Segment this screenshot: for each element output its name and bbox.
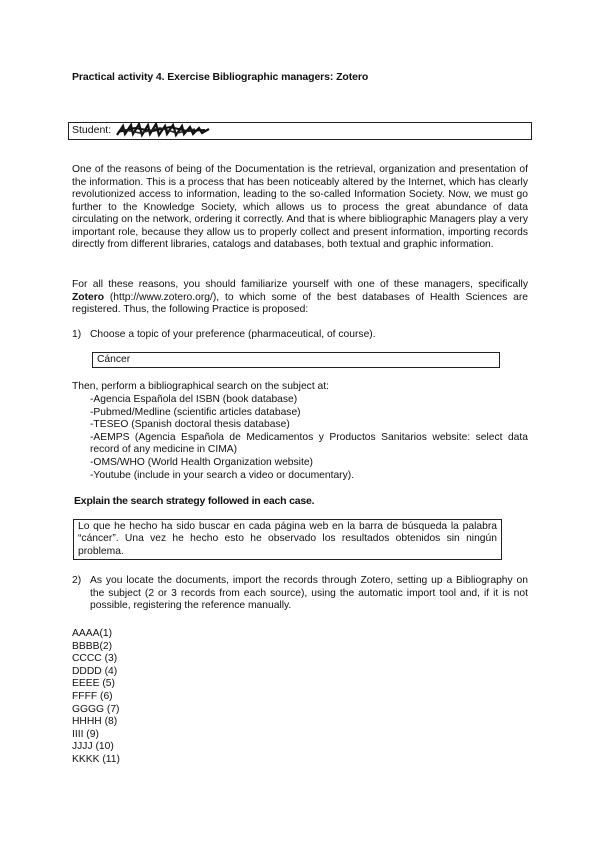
step-1-text: Choose a topic of your preference (pharmaceutical, of course). <box>90 329 376 340</box>
source-item: -Youtube (include in your search a video or documentary). <box>90 469 355 481</box>
reference-item: JJJJ (10) <box>72 741 114 753</box>
source-item: -OMS/WHO (World Health Organization website) <box>90 456 313 468</box>
source-item: -Agencia Española del ISBN (book database) <box>90 394 298 405</box>
source-item: -TESEO (Spanish doctoral thesis database) <box>90 419 290 431</box>
zotero-paragraph-before: For all these reasons, you should familiarize yourself with one of these managers, specifically <box>72 279 528 290</box>
step-2-number: 2) <box>72 575 82 586</box>
reference-item: KKKK (11) <box>72 753 120 765</box>
step-2-text: As you locate the documents, import the records through Zotero, setting up a Bibliography on the subject (2 or 3 records from each source), using the automatic import tool and, if it is not possible, registering the reference manually. <box>90 575 528 611</box>
reference-item: FFFF (6) <box>72 690 113 702</box>
reference-item: DDDD (4) <box>72 665 118 677</box>
reference-item: IIII (9) <box>72 728 99 740</box>
reference-item: HHHH (8) <box>72 716 118 728</box>
reference-item: BBBB(2) <box>72 640 113 652</box>
zotero-paragraph <box>72 279 528 317</box>
reference-item: GGGG (7) <box>72 703 120 715</box>
explain-heading: Explain the search strategy followed in each case. <box>74 495 315 507</box>
sources-list <box>90 394 528 482</box>
student-label: Student: <box>72 124 112 136</box>
reference-item: CCCC (3) <box>72 653 118 665</box>
search-intro: Then, perform a bibliographical search on the subject at: <box>72 381 329 392</box>
references-list <box>72 628 120 767</box>
explain-answer-box: Lo que he hecho ha sido buscar en cada página web en la barra de búsqueda la palabra “cáncer”. Una vez he hecho esto he observado los resultados obtenidos sin ningún problema. <box>73 519 502 560</box>
reference-item: AAAA(1) <box>72 628 113 639</box>
source-item: -Pubmed/Medline (scientific articles database) <box>90 406 301 418</box>
document-title: Practical activity 4. Exercise Bibliographic managers: Zotero <box>72 71 369 83</box>
intro-paragraph: One of the reasons of being of the Documentation is the retrieval, organization and presentation of the information. This is a process that has been noticeably altered by the Internet, which has clearly revolutionized access to information, leading to the so-called Information Society. Now, we must go further to the Knowledge Society, which allows us to process the great abundance of data circulating on the network, ordering it correctly. And that is where bibliographic Managers play a very important role, because they allow us to properly collect and present information, importing records directly from different libraries, catalogs and databases, both textual and graphic information. <box>72 164 528 250</box>
step-1-number: 1) <box>72 329 82 340</box>
reference-item: EEEE (5) <box>72 678 115 690</box>
redacted-student-name <box>115 122 211 138</box>
student-field <box>68 122 532 140</box>
topic-answer-box: Cáncer <box>92 352 500 368</box>
step-1 <box>72 329 376 340</box>
zotero-paragraph-after: (http://www.zotero.org/), to which some of the best databases of Health Sciences are registered. Thus, the following Practice is proposed: <box>72 291 528 315</box>
zotero-bold: Zotero <box>72 291 105 303</box>
source-item: -AEMPS (Agencia Española de Medicamentos y Productos Sanitarios website: select data record of any medicine in CIMA) <box>90 431 528 456</box>
step-2 <box>72 575 528 613</box>
